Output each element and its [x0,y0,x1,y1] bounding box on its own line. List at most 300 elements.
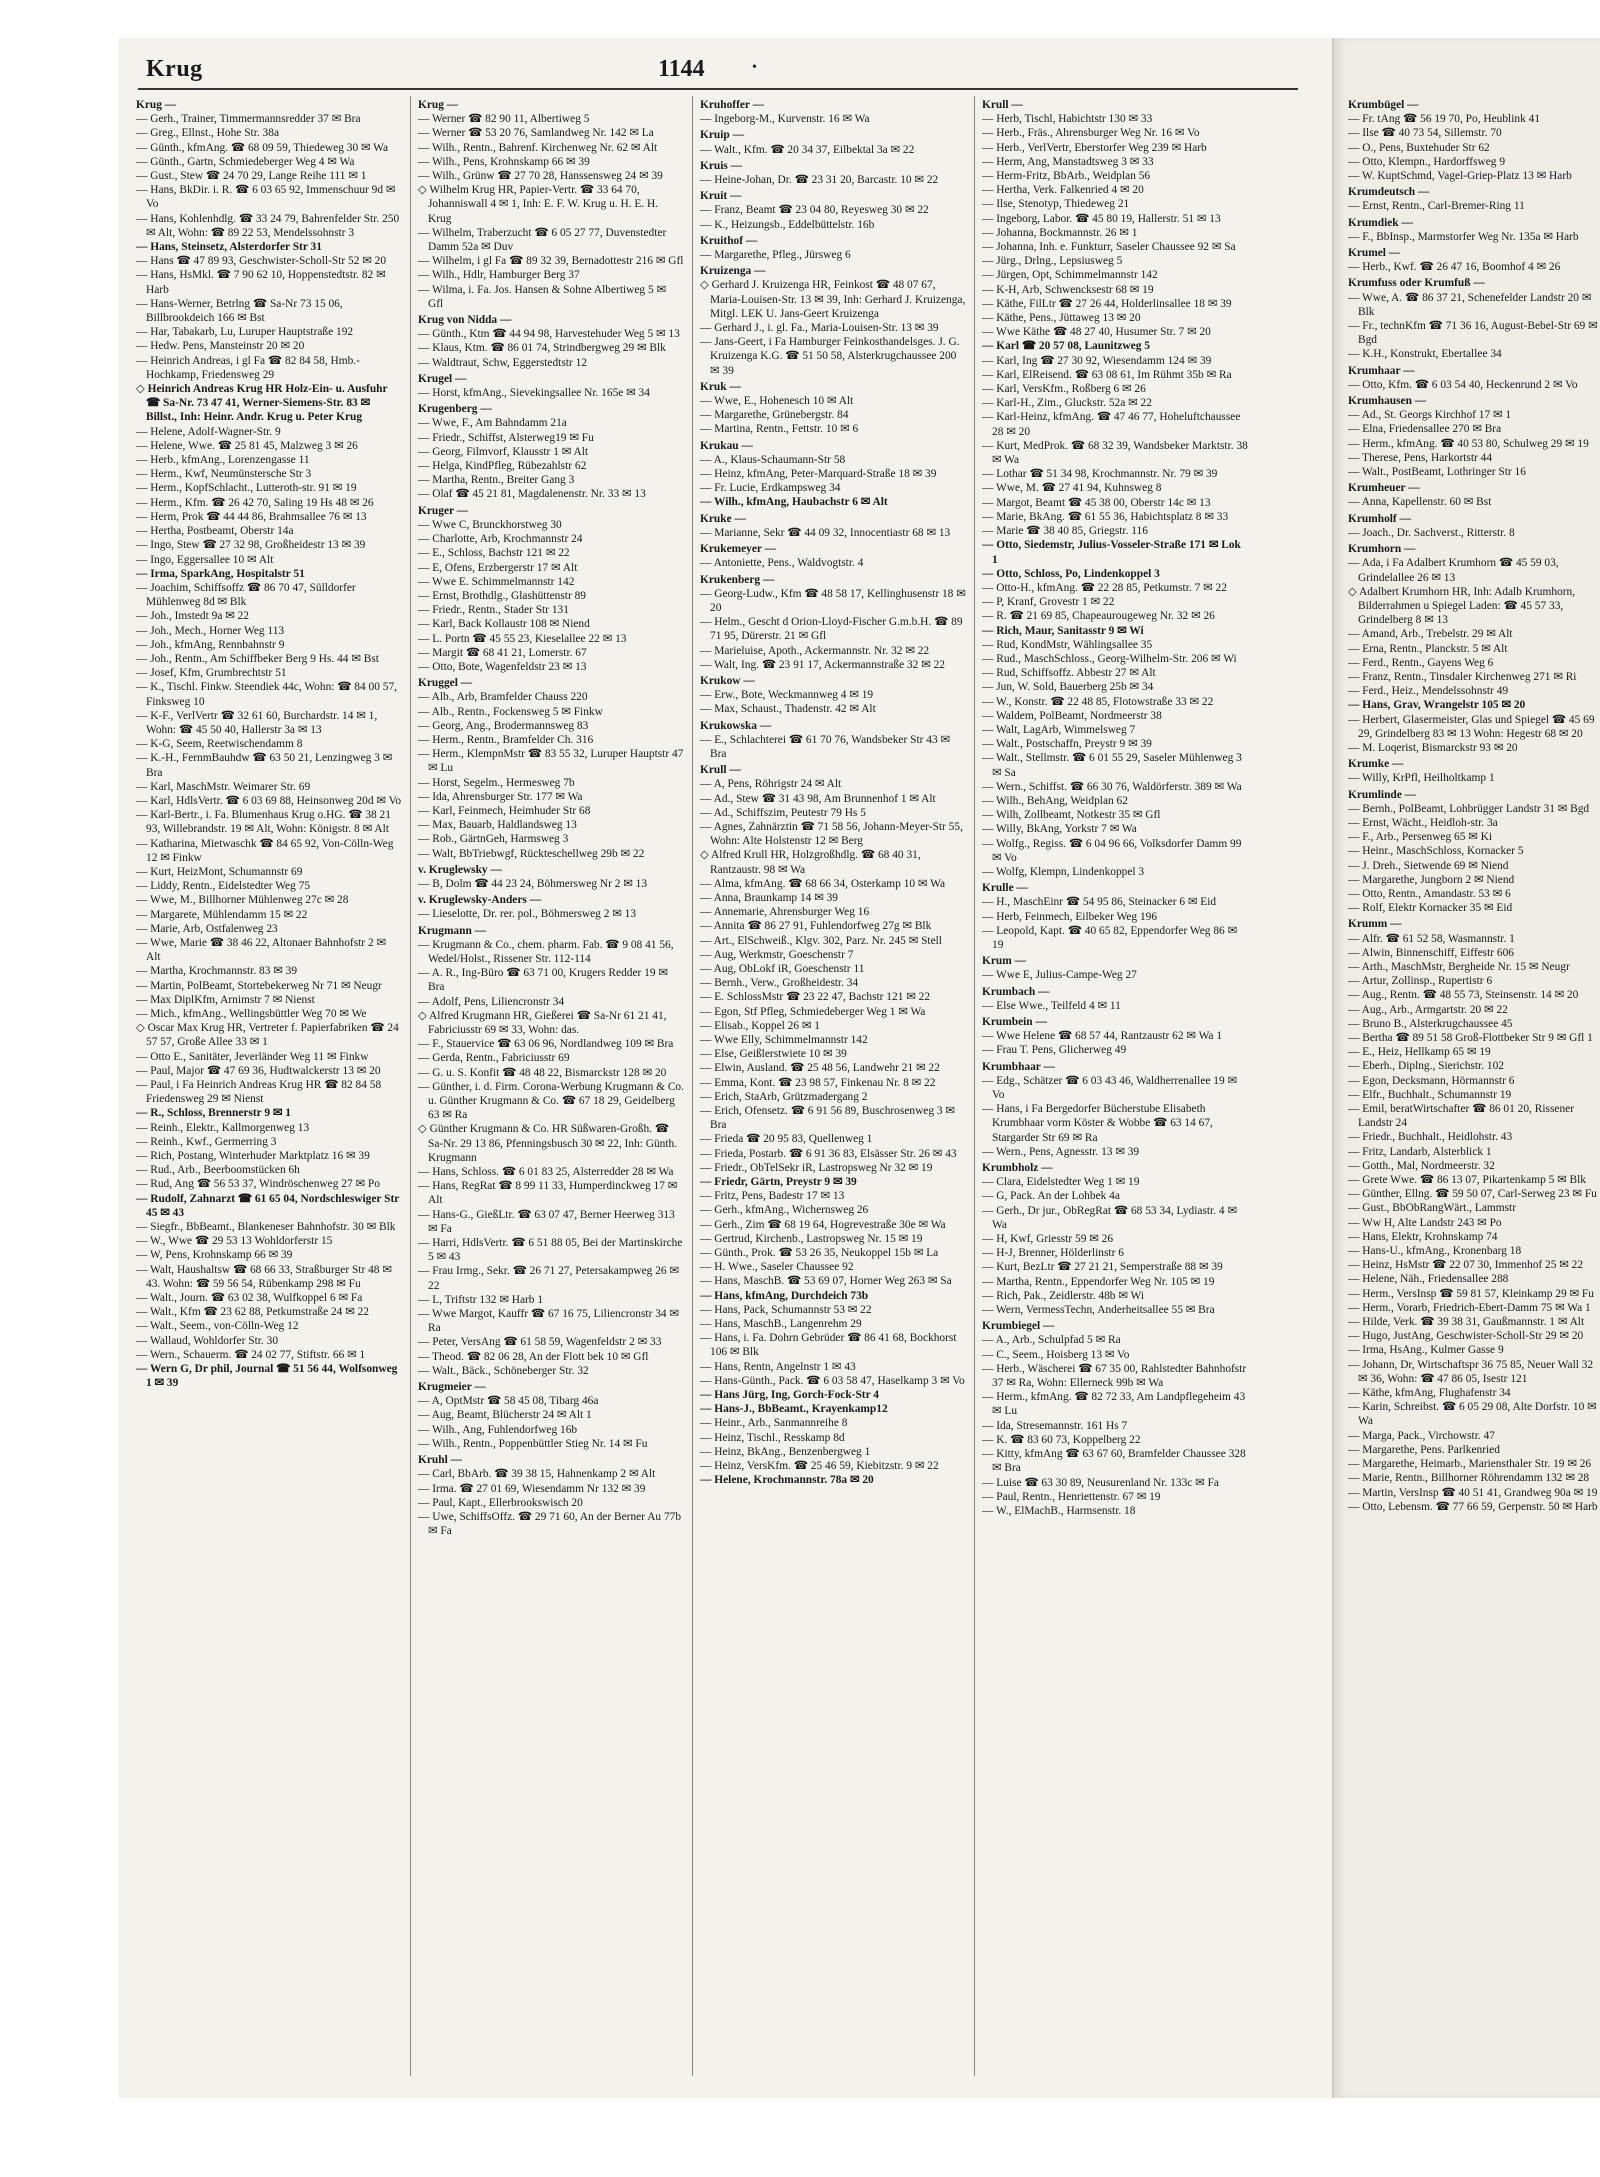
directory-entry: — Bertha ☎ 89 51 58 Groß-Flottbeker Str 9 ✉ Gfl 1 [1348,1032,1593,1044]
directory-entry: — L, Triftstr 132 ✉ Harb 1 [418,1293,544,1306]
surname-heading: Krug — [418,99,459,111]
directory-entry: — Karl, HdlsVertr. ☎ 6 03 69 88, Heinsonweg 20d ✉ Vo [136,794,402,807]
directory-entry: — Harri, HdlsVertr. ☎ 6 51 88 05, Bei der Martinskirche 5 ✉ 43 [418,1237,683,1264]
directory-entry: — Wwe, E., Hohenesch 10 ✉ Alt [700,395,854,408]
directory-entry: — Walt, Haushaltsw ☎ 68 66 33, Straßburger Str 48 ✉ 43. Wohn: ☎ 59 56 54, Rübenkamp 298 ✉ Fu [136,1263,392,1290]
directory-entry: — Herb., Kwf. ☎ 26 47 16, Boomhof 4 ✉ 26 [1348,261,1561,274]
directory-entry: — Ada, i Fa Adalbert Krumhorn ☎ 45 59 03, Grindelallee 26 ✉ 13 [1348,557,1559,584]
directory-entry: — K., Heizungsb., Eddelbüttelstr. 16b [700,218,875,231]
directory-entry: — Werner ☎ 53 20 76, Samlandweg Nr. 142 ✉ La [418,127,654,140]
directory-entry: — Hans, MaschB., Langenrehm 29 [700,1318,862,1331]
directory-entry: — Wern., Schiffst. ☎ 66 30 76, Waldörferstr. 389 ✉ Wa [982,780,1242,793]
directory-entry: — Ilse ☎ 40 73 54, Sillemstr. 70 [1348,127,1502,140]
directory-column-2 [418,96,684,2076]
directory-entry: — K.-H., FernmBauhdw ☎ 63 50 21, Lenzingweg 3 ✉ Bra [136,752,393,779]
surname-heading: Krugenberg — [418,403,492,416]
surname-heading: Kruger — [418,504,469,517]
directory-entry: — Wwe, A. ☎ 86 37 21, Schenefelder Landstr 20 ✉ Blk [1348,291,1592,318]
directory-entry: — W., Konstr. ☎ 22 48 85, Flotowstraße 33 ✉ 22 [982,695,1214,708]
surname-heading: Krumhaar — [1348,364,1415,377]
directory-entry: — F., Stauervice ☎ 63 06 96, Nordlandweg 109 ✉ Bra [418,1038,674,1051]
directory-entry: — Heinz, BkAng., Benzenbergweg 1 [700,1445,871,1458]
directory-entry: — M. Loqerist, Bismarckstr 93 ✉ 20 [1348,741,1518,754]
surname-heading: Kruhl — [418,1454,462,1467]
directory-entry: — Krugmann & Co., chem. pharm. Fab. ☎ 9 08 41 56, Wedel/Holst., Rissener Str. 112-114 [418,938,674,965]
directory-entry: — Marieluise, Apoth., Ackermannstr. Nr. 32 ✉ 22 [700,644,930,657]
directory-entry: — Ingeborg-M., Kurvenstr. 16 ✉ Wa [700,113,870,126]
directory-entry: — K., Tischl. Finkw. Steendiek 44c, Wohn: ☎ 84 00 57, Finksweg 10 [136,681,398,708]
directory-entry: — Herm, Ang, Manstadtsweg 3 ✉ 33 [982,155,1154,168]
directory-entry: — Katharina, Mietwaschk ☎ 84 65 92, Von-Cölln-Weg 12 ✉ Finkw [136,837,394,864]
directory-entry: — Karl, Feinmech, Heimhuder Str 68 [418,804,591,817]
directory-entry: — Heinrich Andreas, i gl Fa ☎ 82 84 58, Hmb.-Hochkamp, Friedensweg 29 [136,354,360,381]
directory-entry: — Max, Bauarb, Haldlandsweg 13 [418,819,577,832]
directory-entry: — H. Wwe., Saseler Chaussee 92 [700,1261,854,1274]
surname-heading: Kruip — [700,129,744,142]
directory-entry: — E. SchlossMstr ☎ 23 22 47, Bachstr 121 ✉ 22 [700,991,931,1004]
directory-entry: — Wwe Käthe ☎ 48 27 40, Husumer Str. 7 ✉ 20 [982,326,1211,339]
directory-entry: — Jürg., Drlng., Lepsiusweg 5 [982,255,1123,268]
directory-entry: — Elfr., Buchhalt., Schumannstr 19 [1348,1088,1512,1101]
directory-entry: — H, Kwf, Griesstr 59 ✉ 26 [982,1233,1114,1246]
directory-entry: — Herb, Tischl, Habichtstr 130 ✉ 33 [982,113,1153,126]
directory-entry: — Herm., Rentn., Bramfelder Ch. 316 [418,733,594,746]
directory-entry: — Otto, Schloss, Po, Lindenkoppel 3 [982,567,1160,580]
directory-entry: — A, OptMstr ☎ 58 45 08, Tibarg 46a [418,1395,599,1408]
directory-entry: — Emma, Kont. ☎ 23 98 57, Finkenau Nr. 8 ✉ 22 [700,1076,936,1089]
directory-entry: — Theod. ☎ 82 06 28, An der Flott bek 10 ✉ Gfl [418,1350,649,1363]
directory-entry: — R. ☎ 21 69 85, Chapeaurougeweg Nr. 32 ✉ 26 [982,610,1215,623]
directory-entry: — W., Wwe ☎ 29 53 13 Wohldorferstr 15 [136,1235,333,1248]
column-divider [410,96,411,2076]
directory-entry: — Walt., Journ. ☎ 63 02 38, Wulfkoppel 6 ✉ Fa [136,1292,363,1305]
surname-heading: Krumm — [1348,918,1402,931]
directory-entry: — Ernst, Wächt., Heidloh-str. 3a [1348,816,1498,829]
directory-entry: — Joh., Mech., Horner Weg 113 [136,624,285,637]
directory-entry: — Hedw. Pens, Mansteinstr 20 ✉ 20 [136,340,305,353]
directory-entry: — Walt., Kfm. ☎ 20 34 37, Eilbektal 3a ✉ 22 [700,143,915,156]
directory-entry: — Erich, StaArb, Grützmadergang 2 [700,1090,868,1103]
directory-column-4 [982,96,1248,2076]
directory-entry: — Friedr., Buchhalt., Heidlohstr. 43 [1348,1131,1513,1144]
directory-entry: — Wolfg., Regiss. ☎ 6 04 96 66, Volksdorfer Damm 99 ✉ Vo [982,837,1242,864]
directory-entry: — Martha, Rentn., Eppendorfer Weg Nr. 105 ✉ 19 [982,1275,1215,1288]
directory-entry: — Alwin, Binnenschiff, Eiffestr 606 [1348,946,1514,959]
surname-heading: Kruhoffer — [700,99,765,111]
directory-entry: — Joh., kfmAng, Rennbahnstr 9 [136,638,285,651]
directory-entry: — Hans, MaschB. ☎ 53 69 07, Horner Weg 263 ✉ Sa [700,1275,952,1288]
directory-entry: — Otto, Kfm. ☎ 6 03 54 40, Heckenrund 2 ✉ Vo [1348,378,1578,391]
directory-entry: — E., Schloss, Bachstr 121 ✉ 22 [418,547,570,560]
directory-entry: — Franz, Beamt ☎ 23 04 80, Reyesweg 30 ✉ 22 [700,204,929,217]
directory-column-1 [136,96,402,2076]
directory-entry: — Clara, Eidelstedter Weg 1 ✉ 19 [982,1176,1140,1189]
directory-entry: — Irma, SparkAng, Hospitalstr 51 [136,567,305,580]
directory-entry: — Willy, BkAng, Yorkstr 7 ✉ Wa [982,823,1137,836]
directory-entry: — Uwe, SchiffsOffz. ☎ 29 71 60, An der Berner Au 77b ✉ Fa [418,1510,682,1538]
directory-entry: — Georg, Filmvorf, Klausstr 1 ✉ Alt [418,445,589,458]
surname-heading: Krumke — [1348,758,1404,771]
directory-entry: ◇ Adalbert Krumhorn HR, Inh: Adalb Krumhorn, Bilderrahmen u Spiegel Laden: ☎ 45 57 33, Grindelberg 8 ✉ 13 [1348,585,1576,627]
directory-entry: — Marie, BkAng. ☎ 61 55 36, Habichtsplatz 8 ✉ 33 [982,510,1229,523]
directory-entry: — Hans, RegRat ☎ 8 99 11 33, Humperdinckweg 17 ✉ Alt [418,1180,678,1207]
directory-entry: — Käthe, FilLtr ☎ 27 26 44, Holderlinsallee 18 ✉ 39 [982,297,1232,310]
directory-entry: — Herb., VerlVertr, Eberstorfer Weg 239 ✉ Harb [982,141,1207,154]
directory-entry: — Frau T. Pens, Glicherweg 49 [982,1044,1127,1057]
surname-heading: Krumdeutsch — [1348,186,1430,199]
directory-entry: — Hans, Grav, Wrangelstr 105 ✉ 20 [1348,699,1526,712]
directory-entry: — Edg., Schätzer ☎ 6 03 43 46, Waldherrenallee 19 ✉ Vo [982,1074,1238,1102]
directory-entry: — Herm., Kwf, Neumünstersche Str 3 [136,468,312,481]
directory-entry: — Ilse, Stenotyp, Thiedeweg 21 [982,198,1130,211]
directory-entry: — Herm., kfmAng. ☎ 40 53 80, Schulweg 29 ✉ 19 [1348,437,1589,450]
directory-entry: — Karl-H., Zim., Gluckstr. 52a ✉ 22 [982,397,1152,410]
directory-entry: — Fritz, Landarb, Alsterblick 1 [1348,1145,1492,1158]
directory-entry: — Rob., GärtnGeh, Harmsweg 3 [418,833,569,846]
directory-entry: — Carl, BbArb. ☎ 39 38 15, Hahnenkamp 2 ✉ Alt [418,1468,656,1481]
directory-entry: — Heinr., Arb., Sanmannreihe 8 [700,1417,848,1430]
directory-entry: — E, Ofens, Erzbergerstr 17 ✉ Alt [418,561,578,574]
directory-entry: — A. R., Ing-Büro ☎ 63 71 00, Krugers Redder 19 ✉ Bra [418,967,668,994]
directory-entry: — Jürgen, Opt, Schimmelmannstr 142 [982,269,1158,282]
directory-entry: — Hans, Pack, Schumannstr 53 ✉ 22 [700,1303,872,1316]
directory-entry: — Walt., Kfm ☎ 23 62 88, Petkumstraße 24 ✉ 22 [136,1306,369,1319]
directory-entry: — Wwe, Marie ☎ 38 46 22, Altonaer Bahnhofstr 2 ✉ Alt [136,936,387,964]
directory-entry: — Emil, beratWirtschafter ☎ 86 01 20, Rissener Landstr 24 [1348,1103,1574,1130]
directory-entry: — Waldem, PolBeamt, Nordmeerstr 38 [982,709,1162,722]
directory-entry: — Werner ☎ 82 90 11, Albertiweg 5 [418,113,590,126]
directory-entry: — Walt., PostBeamt, Lothringer Str 16 [1348,466,1526,479]
directory-entry: — Marie ☎ 38 40 85, Griegstr. 116 [982,525,1148,538]
directory-entry: — O., Pens, Buxtehuder Str 62 [1348,141,1490,154]
directory-entry: — Martha, Rentn., Breiter Gang 3 [418,474,575,487]
directory-column-5 [1348,96,1598,2076]
directory-entry: — Bernh., PolBeamt, Lohbrügger Landstr 31 ✉ Bgd [1348,802,1590,815]
directory-entry: — Otto, Rentn., Amandastr. 53 ✉ 6 [1348,887,1511,900]
directory-entry: — Martin, PolBeamt, Stortebekerweg Nr 71 ✉ Neugr [136,979,382,992]
running-head-word: Krug [146,56,203,82]
directory-entry: — Har, Tabakarb, Lu, Luruper Hauptstraße 192 [136,326,354,339]
directory-entry: — Peter, VersAng ☎ 61 58 59, Wagenfeldstr 2 ✉ 33 [418,1336,662,1349]
directory-entry: — Erw., Bote, Weckmannweg 4 ✉ 19 [700,689,874,702]
directory-entry: — Friedr., Rentn., Stader Str 131 [418,604,569,617]
directory-entry: — Herm, Prok ☎ 44 44 86, Brahmsallee 76 ✉ 13 [136,510,367,523]
directory-entry: — Helene, Adolf-Wagner-Str. 9 [136,425,281,438]
directory-entry: — Wern G, Dr phil, Journal ☎ 51 56 44, Wolfsonweg 1 ✉ 39 [136,1363,398,1390]
directory-entry: — Wilh., Rentn., Bahrenf. Kirchenweg Nr. 62 ✉ Alt [418,141,658,154]
directory-entry: — Hans Jürg, Ing, Gorch-Fock-Str 4 [700,1389,879,1402]
directory-entry: — Margarethe, Jungborn 2 ✉ Niend [1348,873,1515,886]
directory-entry: — Irma, HsAng., Kulmer Gasse 9 [1348,1344,1504,1357]
directory-entry: — Wwe E. Schimmelmannstr 142 [418,575,575,588]
directory-entry: — Günth., Prok. ☎ 53 26 35, Neukoppel 15b ✉ La [700,1247,939,1260]
surname-heading: Krull — [700,764,741,777]
directory-entry: — Rolf, Elektr Kornacker 35 ✉ Eid [1348,902,1513,915]
directory-entry: — Ww H, Alte Landstr 243 ✉ Po [1348,1216,1502,1229]
directory-entry: — F., BbInsp., Marmstorfer Weg Nr. 135a ✉ Harb [1348,230,1579,243]
surname-heading: Krukowska — [700,719,772,732]
directory-entry: — Wwe, M. ☎ 27 41 94, Kuhnsweg 8 [982,482,1162,495]
directory-entry: — Wallaud, Wohldorfer Str. 30 [136,1334,279,1347]
directory-entry: — R., Schloss, Brennerstr 9 ✉ 1 [136,1107,291,1120]
column-divider [692,96,693,2076]
directory-entry: — Wwe Margot, Kauffr ☎ 67 16 75, Liliencronstr 34 ✉ Ra [418,1308,679,1335]
directory-entry: — Rich, Pak., Zeidlerstr. 48b ✉ Wi [982,1289,1144,1302]
surname-heading: Krumbhaar — [982,1060,1055,1073]
directory-entry: — Jans-Geert, i Fa Hamburger Feinkosthandelsges. J. G. Kruizenga K.G. ☎ 51 50 58, Alsterkrugchaussee 200 ✉ 39 [700,336,960,377]
running-head [118,56,1278,90]
directory-entry: — Otto, Lebensm. ☎ 77 66 59, Gerpenstr. 50 ✉ Harb [1348,1500,1598,1513]
directory-entry: — Amand, Arb., Trebelstr. 29 ✉ Alt [1348,628,1513,641]
directory-entry: — Gerh., kfmAng., Wichernsweg 26 [700,1204,869,1217]
directory-entry: — Johanna, Inh. e. Funkturr, Saseler Chaussee 92 ✉ Sa [982,241,1236,254]
directory-entry: — A., Klaus-Schaumann-Str 58 [700,453,846,466]
surname-heading: Kruit — [700,190,742,203]
surname-heading: Krugmann — [418,924,487,937]
directory-entry: — Alma, kfmAng. ☎ 68 66 34, Osterkamp 10 ✉ Wa [700,877,946,890]
directory-entry: — Martin, VersInsp ☎ 40 51 41, Grandweg 90a ✉ 19 [1348,1486,1598,1499]
directory-entry: — Siegfr., BbBeamt., Blankeneser Bahnhofstr. 30 ✉ Blk [136,1221,396,1234]
directory-entry: — Walt., Bäck., Schöneberger Str. 32 [418,1364,589,1377]
directory-entry: — Bruno B., Alsterkrugchaussee 45 [1348,1017,1513,1030]
directory-entry: — Gerh., Trainer, Timmermannsredder 37 ✉ Bra [136,113,361,126]
directory-entry: — Lieselotte, Dr. rer. pol., Böhmersweg 2 ✉ 13 [418,908,637,921]
directory-entry: — W., ElMachB., Harmsenstr. 18 [982,1504,1136,1517]
directory-entry: — W, Pens, Krohnskamp 66 ✉ 39 [136,1249,293,1262]
directory-entry: — Hans-U., kfmAng., Kronenbarg 18 [1348,1245,1522,1258]
directory-entry: — Joachim, Schiffsoffz ☎ 86 70 47, Sülldorfer Mühlenweg 8d ✉ Blk [136,581,356,609]
directory-entry: — H., MaschEinr ☎ 54 95 86, Steinacker 6 ✉ Eid [982,896,1217,909]
directory-entry: — Reinh., Elektr., Kallmorgenweg 13 [136,1121,310,1134]
directory-entry: — Wilh., Rentn., Poppenbüttler Stieg Nr. 14 ✉ Fu [418,1437,648,1450]
directory-entry: — Margarethe, Heimarb., Mariensthaler Str. 19 ✉ 26 [1348,1458,1592,1471]
directory-entry: — C., Seem., Hoisberg 13 ✉ Vo [982,1348,1130,1361]
surname-heading: v. Kruglewsky-Anders — [418,894,542,907]
directory-entry: — Alfr. ☎ 61 52 58, Wasmannstr. 1 [1348,932,1515,945]
directory-entry: — Wwe, M., Billhorner Mühlenweg 27c ✉ 28 [136,894,349,907]
directory-entry: — Hans, Steinsetz, Alsterdorfer Str 31 [136,241,322,254]
directory-entry: — Walt, Ing. ☎ 23 91 17, Ackermannstraße 32 ✉ 22 [700,658,945,671]
directory-entry: — Günth., Ktm ☎ 44 94 98, Harvestehuder Weg 5 ✉ 13 [418,328,680,341]
directory-entry: — Helene, Wwe. ☎ 25 81 45, Malzweg 3 ✉ 26 [136,439,358,452]
directory-entry: — Margit ☎ 68 41 21, Lomerstr. 67 [418,646,587,659]
directory-entry: — Johanna, Bockmannstr. 26 ✉ 1 [982,226,1138,239]
directory-entry: — Herb., Fräs., Ahrensburger Weg Nr. 16 ✉ Vo [982,127,1200,140]
directory-entry: — Ingo, Eggersallee 10 ✉ Alt [136,553,274,566]
directory-entry: — Gerh., Zim ☎ 68 19 64, Hogrevestraße 30e ✉ Wa [700,1218,946,1231]
directory-entry: — G, Pack. An der Lohbek 4a [982,1190,1120,1203]
surname-heading: Krumlinde — [1348,788,1417,801]
directory-entry: — Joh., Rentn., Am Schiffbeker Berg 9 Hs. 44 ✉ Bst [136,652,379,665]
directory-entry: — Gust., Stew ☎ 24 70 29, Lange Reihe 111 ✉ 1 [136,170,367,183]
directory-entry: — Margot, Beamt ☎ 45 38 00, Oberstr 14c ✉ 13 [982,496,1211,509]
directory-entry: — Ida, Ahrensburger Str. 177 ✉ Wa [418,790,583,803]
directory-entry: — Karl, MaschMstr. Weimarer Str. 69 [136,780,311,793]
directory-entry: — Else, Geißlerstwiete 10 ✉ 39 [700,1048,847,1061]
directory-entry: — Wern, VermessTechn, Anderheitsallee 55 ✉ Bra [982,1304,1215,1317]
surname-heading: Krumbach — [982,985,1050,998]
directory-entry: — Jun, W. Sold, Bauerberg 25b ✉ 34 [982,681,1154,694]
directory-entry: — Hugo, JustAng, Geschwister-Scholl-Str 29 ✉ 20 [1348,1330,1584,1343]
directory-entry: — Horst, kfmAng., Sievekingsallee Nr. 165e ✉ 34 [418,387,650,400]
directory-entry: — Helene, Krochmannstr. 78a ✉ 20 [700,1474,874,1487]
directory-entry: — Herm., KopfSchlacht., Lutteroth-str. 91 ✉ 19 [136,482,357,495]
directory-entry: — Karl, Back Kollaustr 108 ✉ Niend [418,618,590,631]
directory-entry: — Margarethe, Pens. Parlkenried [1348,1443,1500,1456]
directory-entry: ◇ Gerhard J. Kruizenga HR, Feinkost ☎ 48 07 67, Maria-Louisen-Str. 13 ✉ 39, Inh: Gerhard J. Kruizenga, Mitgl. LEK U. Jans-Geert Kruizenga [700,279,966,320]
directory-entry: — Aug., Arb., Armgartstr. 20 ✉ 22 [1348,1003,1508,1016]
directory-entry: — Herm., kfmAng. ☎ 82 72 33, Am Landpflegeheim 43 ✉ Lu [982,1391,1246,1418]
directory-entry: — Josef, Kfm, Grumbrechtstr 51 [136,667,287,680]
directory-entry: — Artur, Zollinsp., Rupertistr 6 [1348,975,1493,988]
directory-entry: — Karl ☎ 20 57 08, Launitzweg 5 [982,340,1150,353]
directory-entry: — Annita ☎ 86 27 91, Fuhlendorfweg 27g ✉ Blk [700,920,932,933]
directory-entry: — Fritz, Pens, Badestr 17 ✉ 13 [700,1190,845,1203]
directory-entry: — Wolfg, Klempn, Lindenkoppel 3 [982,865,1145,878]
surname-heading: Krumfuss oder Krumfuß — [1348,277,1485,290]
directory-entry: — Paul, Kapt., Ellerbrookswisch 20 [418,1496,583,1509]
directory-entry: — K-H, Arb, Schwencksestr 68 ✉ 19 [982,283,1154,296]
surname-heading: Kruizenga — [700,265,766,278]
directory-entry: — Heine-Johan, Dr. ☎ 23 31 20, Barcastr. 10 ✉ 22 [700,174,939,187]
directory-entry: — Hans-J., BbBeamt., Krayenkamp12 [700,1403,888,1416]
directory-entry: — Charlotte, Arb, Krochmannstr 24 [418,533,583,546]
directory-entry: — Aug, Werkmstr, Goeschenstr 7 [700,948,854,961]
directory-entry: — Hans, Rentn, Angelnstr 1 ✉ 43 [700,1360,856,1373]
directory-entry: — Ad., Stew ☎ 31 43 98, Am Brunnenhof 1 ✉ Alt [700,792,936,805]
directory-entry: ◇ Alfred Krull HR, Holzgroßhdlg. ☎ 68 40 31, Rantzaustr. 98 ✉ Wa [700,849,921,876]
directory-entry: — Friedr., Schiffst, Alsterweg19 ✉ Fu [418,431,594,444]
directory-entry: — Bernh., Verw., Großheidestr. 34 [700,977,859,990]
directory-entry: — Otto, Klempn., Hardorffsweg 9 [1348,155,1506,168]
directory-entry: — Georg, Ang., Brodermannsweg 83 [418,719,589,732]
surname-heading: Krukau — [700,439,753,452]
surname-heading: Krumdiek — [1348,216,1413,229]
surname-heading: Krumholf — [1348,512,1411,525]
directory-entry: — Hans-Werner, Betrlng ☎ Sa-Nr 73 15 06, Billbrookdeich 166 ✉ Bst [136,297,343,325]
directory-entry: — Hans, BkDir. i. R. ☎ 6 03 65 92, Immenschuur 9d ✉ Vo [136,184,396,211]
directory-entry: — G. u. S. Konfit ☎ 48 48 22, Bismarckstr 128 ✉ 20 [418,1066,667,1079]
directory-entry: — Günth., kfmAng. ☎ 68 09 59, Thiedeweg 30 ✉ Wa [136,141,389,154]
directory-entry: — E., Schlachterei ☎ 61 70 76, Wandsbeker Str 43 ✉ Bra [700,733,951,760]
surname-heading: Kruggel — [418,677,473,690]
directory-entry: — Wwe E, Julius-Campe-Weg 27 [982,969,1137,982]
surname-heading: Krug von Nidda — [418,314,512,327]
directory-page-scan [118,38,1600,2098]
directory-entry: — Wern., Pens, Agnesstr. 13 ✉ 39 [982,1145,1140,1158]
directory-entry: — Hertha, Postbeamt, Oberstr 14a [136,525,294,538]
directory-entry: — Erna, Rentn., Planckstr. 5 ✉ Alt [1348,642,1508,655]
directory-entry: — Rich, Postang, Winterhuder Marktplatz 16 ✉ 39 [136,1150,370,1163]
directory-entry: — Hans, Kohlenhdlg. ☎ 33 24 79, Bahrenfelder Str. 250 ✉ Alt, Wohn: ☎ 89 22 53, Mendelssohnstr 3 [136,212,400,239]
directory-entry: — Willy, KrPfl, Heilholtkamp 1 [1348,772,1495,785]
directory-entry: — Helga, KindPfleg, Rübezahlstr 62 [418,460,587,473]
surname-heading: Krugmeier — [418,1381,486,1394]
directory-entry: — Annemarie, Ahrensburger Weg 16 [700,906,870,919]
directory-entry: — Günther, Ellng. ☎ 59 50 07, Carl-Serweg 23 ✉ Fu [1348,1188,1597,1201]
directory-entry: — Martina, Rentn., Fettstr. 10 ✉ 6 [700,423,859,436]
directory-entry: — Heinr., MaschSchloss, Kornacker 5 [1348,845,1524,858]
directory-entry: — Gerhard J., i. gl. Fa., Maria-Louisen-Str. 13 ✉ 39 [700,322,939,335]
directory-entry: — Walt., Stellmstr. ☎ 6 01 55 29, Saseler Mühlenweg 3 ✉ Sa [982,752,1242,779]
directory-entry: — Wilma, i. Fa. Jos. Hansen & Sohne Albertiweg 5 ✉ Gfl [418,283,667,310]
directory-entry: — Ad., St. Georgs Kirchhof 17 ✉ 1 [1348,409,1512,422]
directory-entry: — Rud., Arb., Beerboomstücken 6h [136,1164,300,1177]
directory-entry: — Günther, i. d. Firm. Corona-Werbung Krugmann & Co. u. Günther Krugmann & Co. ☎ 67 18 29, Geidelberg 63 ✉ Ra [418,1080,684,1122]
directory-entry: — Margarethe, Pfleg., Jürsweg 6 [700,249,851,262]
directory-entry: — Ferd., Rentn., Gayens Weg 6 [1348,656,1494,669]
directory-entry: — Paul, Rentn., Henriettenstr. 67 ✉ 19 [982,1490,1161,1503]
directory-entry: — Ida, Stresemannstr. 161 Hs 7 [982,1419,1128,1432]
directory-entry: — Joh., Imstedt 9a ✉ 22 [136,610,249,623]
directory-entry: ◇ Oscar Max Krug HR, Vertreter f. Papierfabriken ☎ 24 57 57, Große Allee 33 ✉ 1 [136,1022,399,1049]
surname-heading: Kruis — [700,159,743,172]
surname-heading: Krulle — [982,882,1028,895]
surname-heading: Kruithof — [700,234,758,247]
directory-entry: — Hertha, Verk. Falkenried 4 ✉ 20 [982,184,1144,197]
directory-entry: — Gerda, Rentn., Fabriciusstr 69 [418,1052,570,1065]
directory-entry: — Kurt, HeizMont, Schumannstr 69 [136,865,303,878]
directory-entry: — Helene, Näh., Friedensallee 288 [1348,1273,1509,1286]
directory-entry: — Walt, LagArb, Wimmelsweg 7 [982,723,1136,736]
directory-entry: — Luise ☎ 63 30 89, Neusurenland Nr. 133c ✉ Fa [982,1476,1219,1489]
directory-entry: ◇ Günther Krugmann & Co. HR Süßwaren-Großh. ☎ Sa-Nr. 29 13 86, Pfenningsbusch 30 ✉ 22, Inh: Günth. Krugmann [418,1123,678,1164]
directory-entry: — Käthe, Pens., Jüttaweg 13 ✉ 20 [982,312,1141,325]
directory-entry: ◇ Wilhelm Krug HR, Papier-Vertr. ☎ 33 64 70, Johanniswall 4 ✉ 1, Inh: E. F. W. Krug u. H. E. H. Krug [418,184,659,225]
directory-entry: — Rich, Maur, Sanitasstr 9 ✉ Wi [982,624,1144,637]
directory-entry: — Leopold, Kapt. ☎ 40 65 82, Eppendorfer Weg 86 ✉ 19 [982,924,1238,951]
directory-entry: — Margarethe, Grünebergstr. 84 [700,409,849,422]
directory-entry: — A, Pens, Röhrigstr 24 ✉ Alt [700,778,842,791]
surname-heading: Krumbein — [982,1016,1047,1028]
directory-entry: — Wwe, F., Am Bahndamm 21a [418,417,567,430]
directory-entry: — Egon, Decksmann, Hörmannstr 6 [1348,1074,1515,1087]
directory-entry: — Rud., MaschSchloss., Georg-Wilhelm-Str. 206 ✉ Wi [982,652,1237,665]
directory-entry: — W. KuptSchmd, Vagel-Griep-Platz 13 ✉ Harb [1348,170,1572,183]
directory-entry: — Max, Schaust., Thadenstr. 42 ✉ Alt [700,703,876,716]
directory-entry: — Wilhelm, i gl Fa ☎ 89 32 39, Bernadottestr 216 ✉ Gfl [418,255,684,268]
directory-entry: — Franz, Rentn., Tinsdaler Kirchenweg 271 ✉ Ri [1348,670,1577,683]
surname-heading: Krumhorn — [1348,543,1416,556]
directory-entry: — Fr. tAng ☎ 56 19 70, Po, Heublink 41 [1348,113,1541,126]
directory-entry: — Rudolf, Zahnarzt ☎ 61 65 04, Nordschleswiger Str 45 ✉ 43 [136,1192,400,1219]
directory-entry: — Otto, Bote, Wagenfeldstr 23 ✉ 13 [418,660,587,673]
directory-entry: — Wilh., Ang, Fuhlendorfweg 16b [418,1423,578,1436]
directory-entry: — Wilh., BehAng, Weidplan 62 [982,794,1128,807]
directory-entry: — Joach., Dr. Sachverst., Ritterstr. 8 [1348,526,1515,539]
surname-heading: v. Kruglewsky — [418,863,502,876]
directory-entry: — Georg-Ludw., Kfm ☎ 48 58 17, Kellinghusenstr 18 ✉ 20 [700,587,966,614]
surname-heading: Krukenberg — [700,573,775,586]
directory-entry: — Fr. Lucie, Erdkampsweg 34 [700,482,841,495]
directory-entry: — Martha, Krochmannstr. 83 ✉ 39 [136,965,298,978]
directory-entry: — Herb., Wäscherei ☎ 67 35 00, Rahlstedter Bahnhofstr 37 ✉ Ra, Wohn: Ellerneck 99b ✉ Wa [982,1362,1247,1390]
directory-entry: — Paul, Major ☎ 47 69 36, Hudtwalckerstr 13 ✉ 20 [136,1064,381,1077]
directory-entry: — Karl-Heinz, kfmAng. ☎ 47 46 77, Hoheluftchaussee 28 ✉ 20 [982,411,1241,438]
page-number: 1144 [658,56,705,82]
directory-entry: — Horst, Segelm., Hermesweg 7b [418,776,575,789]
directory-entry: — Hans, HsMkl. ☎ 7 90 62 10, Hoppenstedtstr. 82 ✉ Harb [136,269,386,296]
surname-heading: Krumbiegel — [982,1320,1055,1333]
directory-entry: — Agnes, Zahnärztin ☎ 71 58 56, Johann-Meyer-Str 55, Wohn: Alte Holstenstr 12 ✉ Berg [700,820,963,848]
directory-entry: — Käthe, kfmAng, Flughafenstr 34 [1348,1387,1511,1400]
directory-entry: — Aug, Beamt, Blücherstr 24 ✉ Alt 1 [418,1409,592,1422]
directory-entry: — Greg., Ellnst., Hohe Str. 38a [136,127,279,140]
directory-entry: ◇ Heinrich Andreas Krug HR Holz-Ein- u. Ausfuhr ☎ Sa-Nr. 73 47 41, Werner-Siemens-Str. 83 ✉ Billst., Inh: Heinr. Andr. Krug u. Peter Krug [136,383,388,424]
directory-entry: — Frieda ☎ 20 95 83, Quellenweg 1 [700,1133,873,1146]
directory-entry: — Reinh., Kwf., Germerring 3 [136,1135,277,1148]
surname-heading: Kruk — [700,380,741,393]
